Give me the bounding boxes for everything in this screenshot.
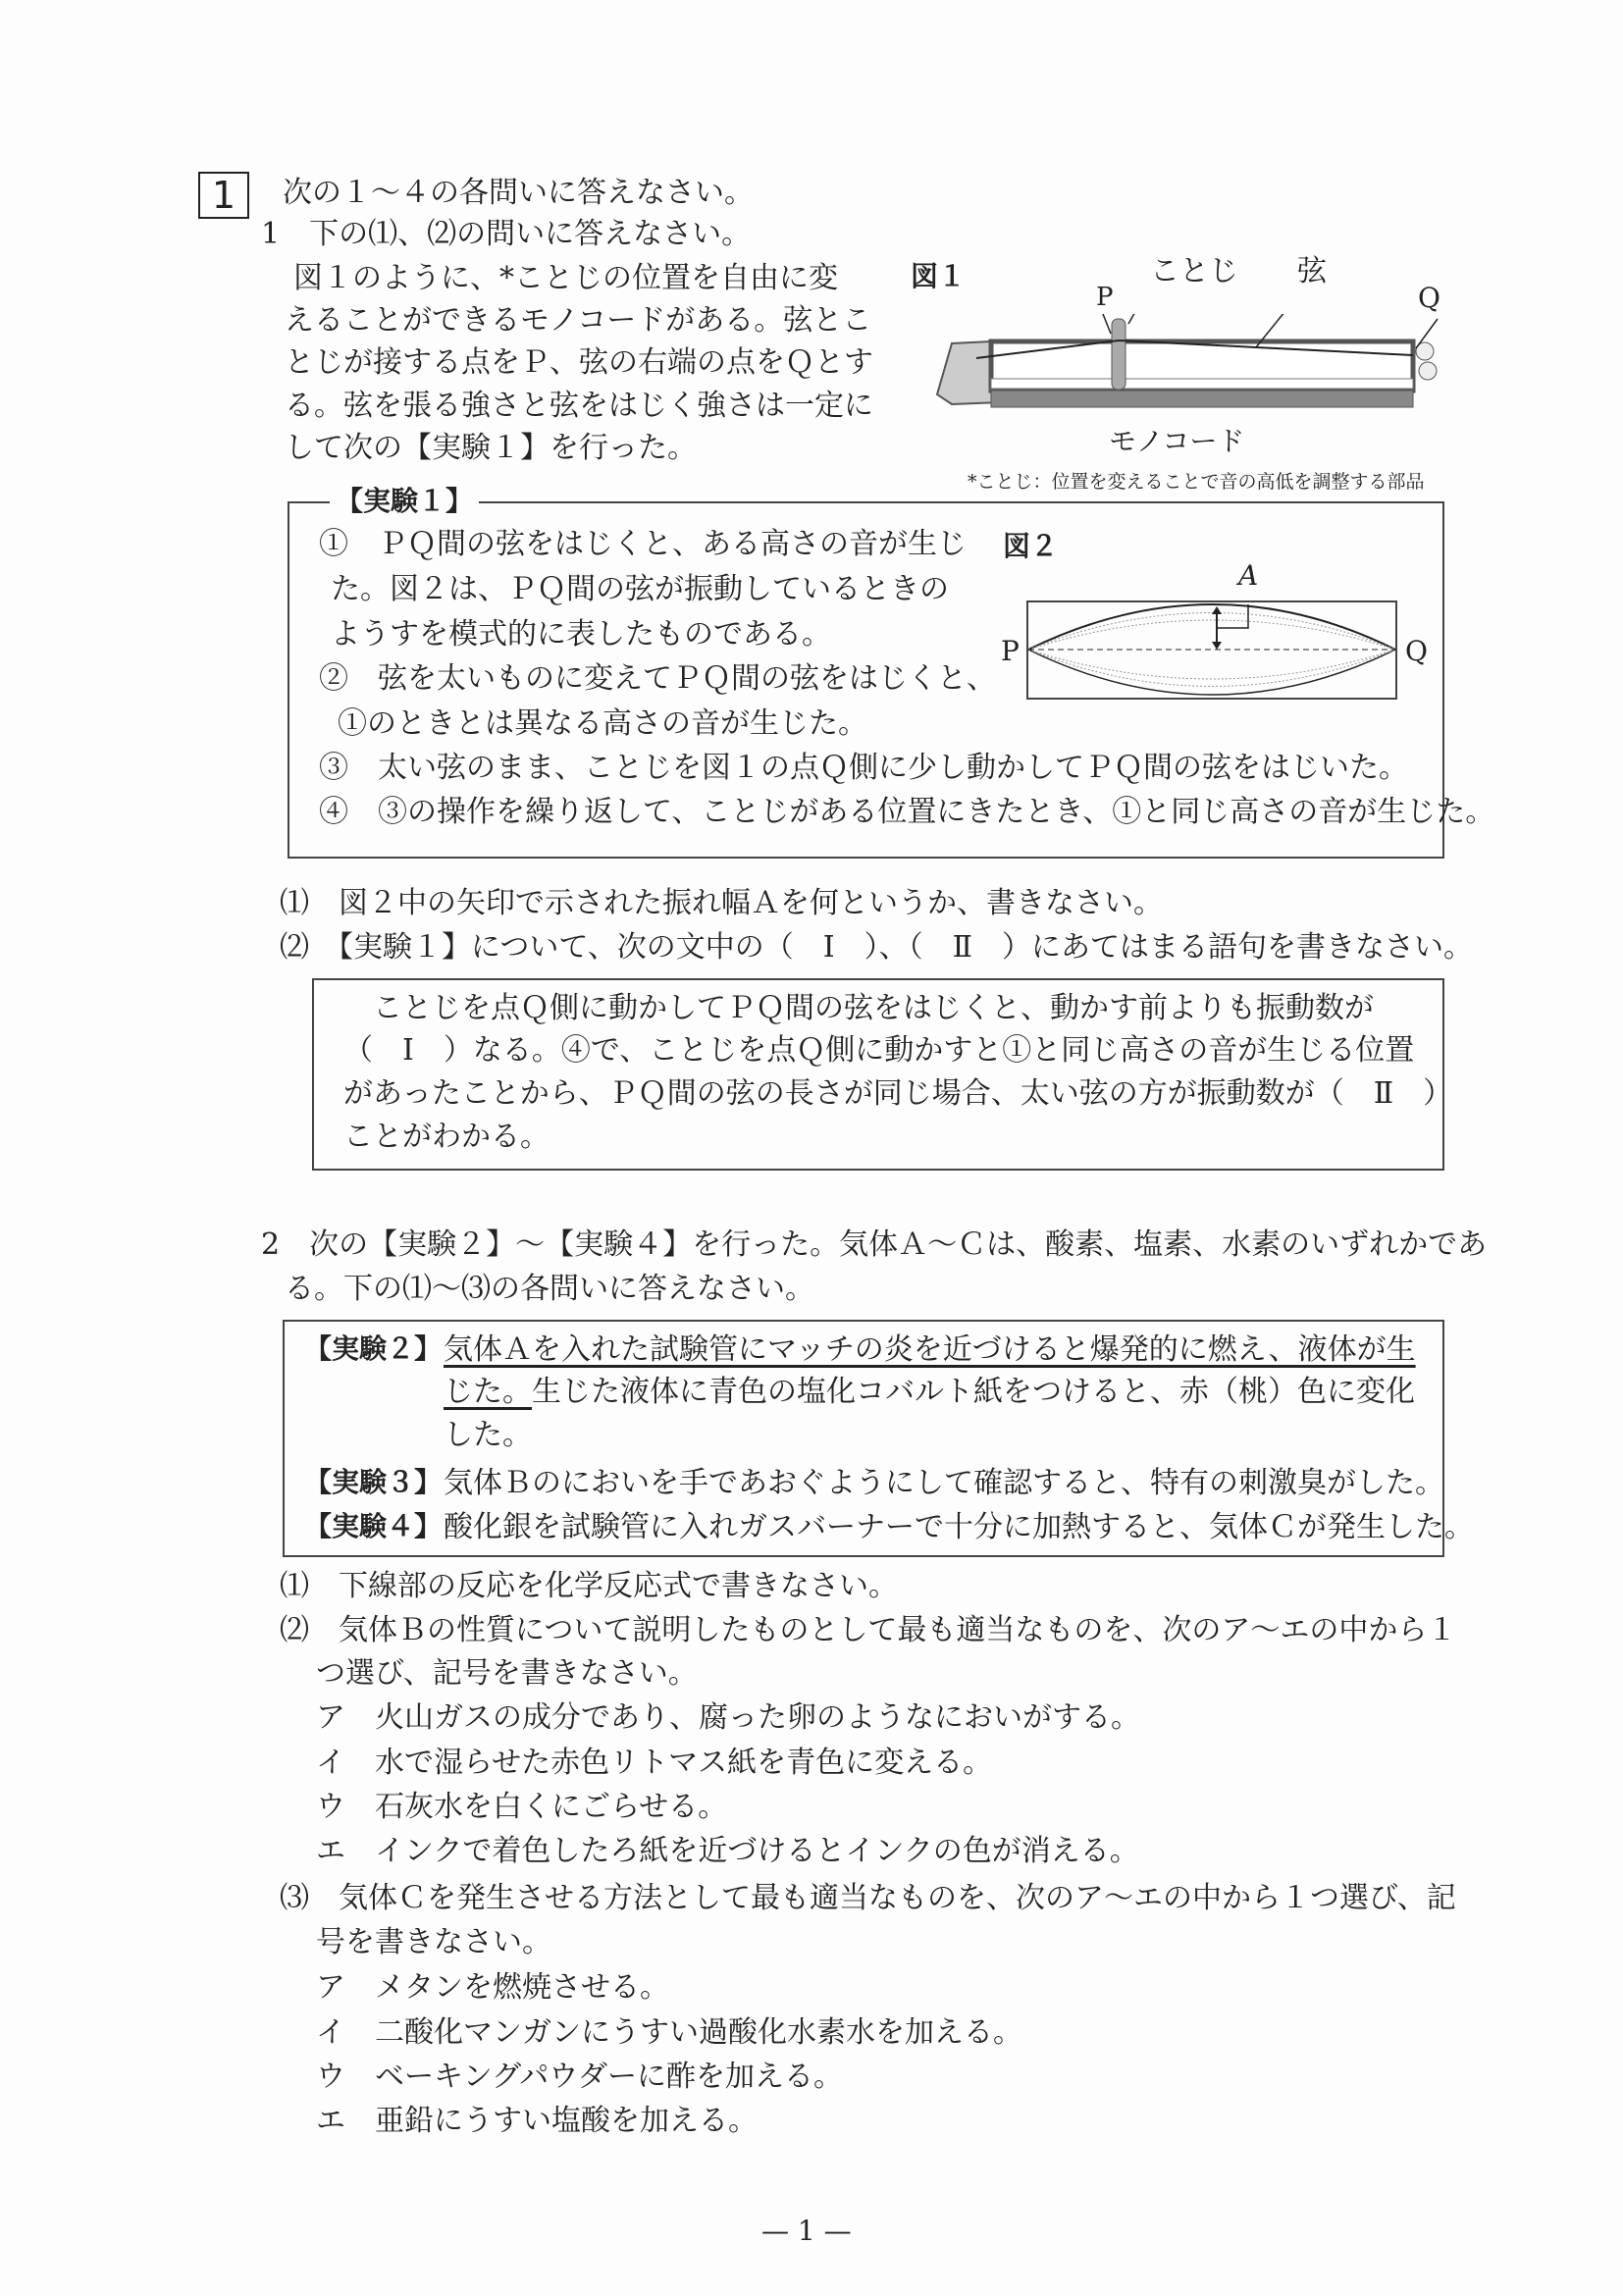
exp1-line: ①のときとは異なる高さの音が生じた。 — [338, 706, 867, 741]
choice: イ 水で湿らせた赤色リトマス紙を青色に変える。 — [316, 1746, 993, 1780]
q2-sub2: ⑵ 気体Ｂの性質について説明したものとして最も適当なものを、次のア～エの中から１ — [280, 1613, 1457, 1647]
choice: エ インクで着色したろ紙を近づけるとインクの色が消える。 — [316, 1834, 1139, 1868]
choice: ア 火山ガスの成分であり、腐った卵のようなにおいがする。 — [316, 1700, 1140, 1735]
fig2-label-q: Q — [1405, 635, 1428, 667]
q1-para: して次の【実験１】を行った。 — [285, 431, 697, 465]
fig2-label-a: A — [1238, 559, 1259, 592]
exp1-line: ③ 太い弦のまま、ことじを図１の点Ｑ側に少し動かしてＰＱ間の弦をはじいた。 — [319, 751, 1408, 785]
fig1-label-q: Q — [1418, 282, 1440, 314]
exp1-line: ④ ③の操作を繰り返して、ことじがある位置にきたとき、①と同じ高さの音が生じた。 — [319, 795, 1495, 829]
q1-para: る。弦を張る強さと弦をはじく強さは一定に — [285, 389, 873, 423]
q2-sub3: ⑶ 気体Ｃを発生させる方法として最も適当なものを、次のア～エの中から１つ選び、記 — [280, 1881, 1456, 1915]
q2-sub1: ⑴ 下線部の反応を化学反応式で書きなさい。 — [280, 1569, 898, 1603]
exp3-text: 気体Ｂのにおいを手であおぐようにして確認すると、特有の刺激臭がした。 — [444, 1466, 1444, 1500]
exp1-line: ようすを模式的に表したものである。 — [331, 617, 831, 652]
fig1-caption: モノコード — [1109, 425, 1245, 457]
choice: エ 亜鉛にうすい塩酸を加える。 — [316, 2104, 758, 2138]
fig2-title: 図２ — [1003, 530, 1059, 562]
page-number: — 1 — — [761, 2215, 852, 2247]
q2-sub3: 号を書きなさい。 — [316, 1925, 551, 1959]
choice: ア メタンを燃焼させる。 — [316, 1970, 669, 2005]
q2-heading: る。下の⑴～⑶の各問いに答えなさい。 — [285, 1272, 814, 1306]
answer-line: ことじを点Ｑ側に動かしてＰＱ間の弦をはじくと、動かす前よりも振動数が — [373, 991, 1374, 1025]
fig1-label-string: 弦 — [1297, 254, 1327, 288]
exp2-text: 生じた液体に青色の塩化コバルト紙をつけると、赤（桃）色に変化 — [532, 1375, 1415, 1409]
q2-heading: 2 次の【実験２】～【実験４】を行った。気体Ａ～Ｃは、酸素、塩素、水素のいずれかであ — [261, 1227, 1488, 1262]
exp1-line: ② 弦を太いものに変えてＰＱ間の弦をはじくと、 — [319, 661, 996, 696]
exp4-label: 【実験４】 — [304, 1510, 443, 1542]
fig1-note: *ことじ：位置を変えることで音の高低を調整する部品 — [968, 471, 1425, 493]
exp2-text: した。 — [444, 1418, 532, 1452]
choice: イ 二酸化マンガンにうすい過酸化水素水を加える。 — [316, 2015, 1022, 2050]
q1-heading: 1 下の⑴、⑵の問いに答えなさい。 — [261, 217, 752, 251]
choice: ウ ベーキングパウダーに酢を加える。 — [316, 2060, 843, 2094]
exp3-label: 【実験３】 — [304, 1466, 443, 1498]
fig1-title: 図１ — [911, 260, 967, 292]
choice: ウ 石灰水を白くにごらせる。 — [316, 1790, 728, 1824]
exp1-line: た。図２は、ＰＱ間の弦が振動しているときの — [331, 572, 949, 606]
q1-sub1: ⑴ 図２中の矢印で示された振れ幅Ａを何というか、書きなさい。 — [280, 886, 1163, 920]
q1-sub2: ⑵ 【実験１】について、次の文中の（ Ⅰ ）、（ Ⅱ ）にあてはまる語句を書きなさい。 — [280, 930, 1474, 965]
q1-para: 図１のように、*ことじの位置を自由に変 — [293, 261, 838, 295]
exp1-line: ① ＰＱ間の弦をはじくと、ある高さの音が生じ — [319, 527, 967, 561]
answer-line: （ Ⅰ ）なる。④で、ことじを点Ｑ側に動かすと①と同じ高さの音が生じる位置 — [343, 1033, 1415, 1068]
string-vibration-diagram — [1026, 600, 1399, 703]
fig1-label-kotoji: ことじ — [1150, 254, 1238, 288]
fig1-label-p: P — [1096, 283, 1114, 312]
q1-para: とじが接する点をＰ、弦の右端の点をＱとす — [285, 345, 873, 380]
exp2-underlined: じた。 — [444, 1375, 532, 1409]
q2-sub2: つ選び、記号を書きなさい。 — [316, 1656, 698, 1691]
fig2-label-p: P — [1001, 635, 1020, 667]
exp4-text: 酸化銀を試験管に入れガスバーナーで十分に加熱すると、気体Ｃが発生した。 — [444, 1510, 1474, 1544]
answer-line: があったことから、ＰＱ間の弦の長さが同じ場合、太い弦の方が振動数が（ Ⅱ ） — [343, 1076, 1453, 1111]
monochord-drawing — [932, 314, 1442, 412]
exp2-underlined: 気体Ａを入れた試験管にマッチの炎を近づけると爆発的に燃え、液体が生 — [444, 1332, 1416, 1367]
q1-para: えることができるモノコードがある。弦とこ — [285, 303, 872, 338]
question-number: 1 — [198, 172, 249, 219]
intro: 次の１～４の各問いに答えなさい。 — [283, 176, 754, 210]
exp2-label: 【実験２】 — [304, 1332, 443, 1365]
experiment-1-title: 【実験１】 — [330, 488, 479, 515]
answer-line: ことがわかる。 — [343, 1120, 550, 1154]
